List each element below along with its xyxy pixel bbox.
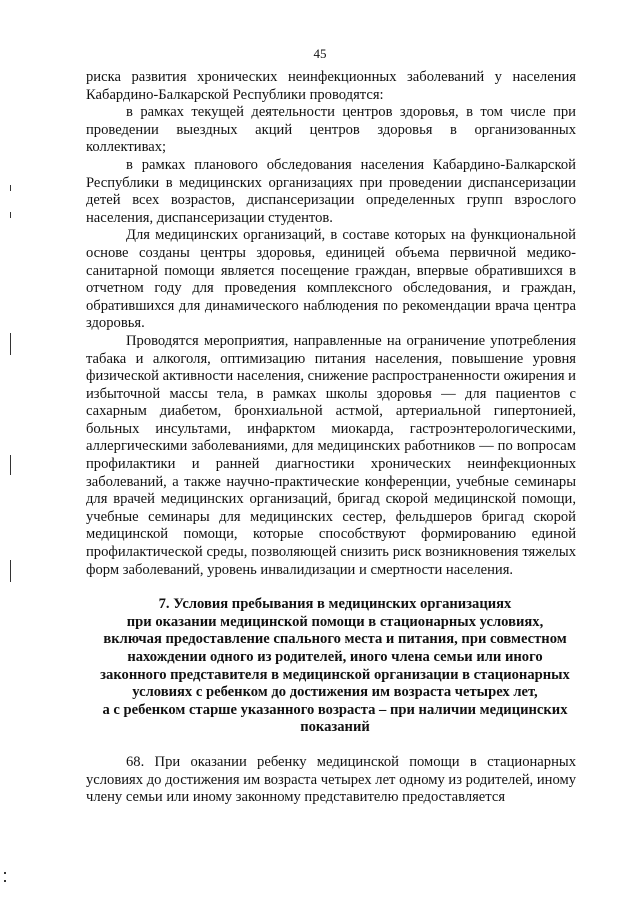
scan-margin-mark	[4, 880, 6, 882]
paragraph-planned-examination: в рамках планового обследования населения Кабардино-Балкарской Республики в медицинских организациях при проведении диспансеризации детей всех возрастов, диспансеризации определенных групп взрослого населения, диспансеризации студентов.	[86, 156, 576, 226]
section-heading-line: при оказании медицинской помощи в стационарных условиях,	[126, 613, 544, 630]
section-spacer	[86, 579, 576, 596]
section-heading-line: показаний	[300, 719, 370, 736]
section-heading-line: включая предоставление спального места и питания, при совместном	[103, 631, 567, 648]
section-heading-line: законного представителя в медицинской организации в стационарных	[100, 666, 570, 683]
scan-margin-mark	[4, 872, 6, 874]
section-heading	[86, 596, 576, 737]
section-heading-line: а с ребенком старше указанного возраста – при наличии медицинских	[102, 701, 568, 718]
section-heading-line: условиях с ребенком до достижения им возраста четырех лет,	[132, 684, 538, 701]
section-heading-line: нахождении одного из родителей, иного члена семьи или иного	[127, 649, 543, 665]
scan-margin-mark	[10, 455, 11, 475]
page-number: 45	[313, 46, 327, 61]
section-heading-line: 7. Условия пребывания в медицинских организациях	[158, 596, 512, 613]
scan-margin-mark	[10, 185, 11, 191]
paragraph-prevention-measures: Проводятся мероприятия, направленные на ограничение употребления табака и алкоголя, оптимизацию питания населения, повышение уровня физической активности населения, снижение распространенности ожирения и избыточной массы тела, в рамках школы здоровья — для пациентов с сахарным диабетом, бронхиальной астмой, артериальной гипертонией, больных инсультами, инфарктом миокарда, гастроэнтерологическими, аллергическими заболеваниями, для медицинских работников — по вопросам профилактики и ранней диагностики хронических неинфекционных заболеваний, а также научно-практические конференции, учебные семинары для врачей медицинских организаций, бригад скорой медицинской помощи, учебные семинары для медицинских сестер, фельдшеров бригад скорой медицинской помощи, которые способствуют формированию единой профилактической среды, позволяющей снизить риск возникновения тяжелых форм заболеваний, уровень инвалидизации и смертности населения.	[86, 332, 576, 578]
scan-margin-mark	[10, 333, 11, 355]
paragraph-current-activity: в рамках текущей деятельности центров здоровья, в том числе при проведении выездных акций центров здоровья в организованных коллективах;	[86, 104, 576, 156]
scan-margin-mark	[10, 212, 11, 218]
page-body	[86, 69, 576, 807]
scan-margin-mark	[10, 560, 11, 582]
paragraph-68: 68. При оказании ребенку медицинской помощи в стационарных условиях до достижения им возраста четырех лет одному из родителей, иному члену семьи или иному законному представителю предоставляется	[86, 753, 576, 806]
paragraph-continuation: риска развития хронических неинфекционных заболеваний у населения Кабардино-Балкарской Республики проводятся:	[86, 69, 576, 103]
paragraph-health-centers: Для медицинских организаций, в составе которых на функциональной основе созданы центры здоровья, единицей объема первичной медико-санитарной помощи является посещение граждан, впервые обратившихся в отчетном году для проведения комплексного обследования, и граждан, обратившихся для динамического наблюдения по рекомендации врача центра здоровья.	[86, 227, 576, 332]
section-spacer	[86, 737, 576, 754]
